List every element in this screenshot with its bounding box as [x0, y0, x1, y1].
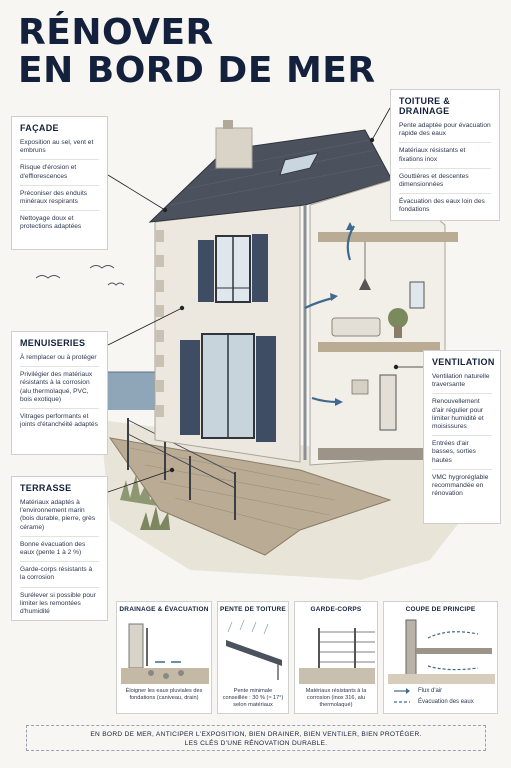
shutter — [252, 234, 268, 302]
menuiseries-item: Vitrages performants et joints d'étanchéité adaptés — [20, 408, 99, 433]
bird-icon — [108, 283, 124, 285]
facade-box — [11, 116, 108, 250]
footer-line-2: LES CLÉS D'UNE RÉNOVATION DURABLE. — [184, 740, 328, 747]
footer-line-1: EN BORD DE MER, ANTICIPER L'EXPOSITION, BIEN DRAINER, BIEN VENTILER, BIEN PROTÉGER. — [90, 731, 422, 738]
panel-pente-heading: PENTE DE TOITURE — [220, 606, 286, 613]
air-flow-legend-icon — [394, 688, 410, 694]
toiture-heading: TOITURE & DRAINAGE — [399, 96, 451, 116]
menuiseries-box — [11, 331, 108, 455]
ventilation-heading: VENTILATION — [432, 357, 495, 367]
menuiseries-item: Privilégier des matériaux résistants à la corrosion (alu thermolaqué, PVC, bois exotique) — [20, 366, 99, 408]
chimney — [216, 128, 252, 168]
menuiseries-heading: MENUISERIES — [20, 338, 86, 348]
shutter — [256, 336, 276, 442]
panel-garde-caption: Matériaux résistants à la corrosion (inox 316, alu thermolaqué) — [305, 688, 367, 708]
ceiling-slab — [318, 232, 458, 242]
water-legend-icon — [394, 699, 410, 705]
facade-heading: FAÇADE — [20, 123, 59, 133]
shutter — [180, 340, 200, 435]
legend-air: Flux d'air — [418, 688, 443, 694]
ventilation-item: VMC hygroréglable recommandée en rénovation — [432, 469, 492, 503]
drainage-diagram — [121, 618, 209, 684]
section-diagram — [388, 618, 495, 684]
terrasse-box — [11, 476, 108, 621]
panel-pente-caption: Pente minimale conseillée : 30 % (≈ 17°) selon matériaux — [222, 688, 284, 708]
panel-coupe-heading: COUPE DE PRINCIPE — [405, 606, 476, 613]
terrasse-item: Matériaux adaptés à l'environnement marin (bois durable, pierre, grès cérame) — [20, 499, 96, 531]
roof-slope-diagram — [222, 618, 286, 684]
panel-coupe — [383, 601, 498, 714]
terrasse-heading: TERRASSE — [20, 483, 72, 493]
panel-pente — [217, 601, 289, 714]
ventilation-box — [423, 350, 501, 524]
toiture-item: Matériaux résistants et fixations inox — [399, 142, 491, 167]
facade-item: Préconiser des enduits minéraux respirants — [20, 185, 99, 210]
facade-item: Risque d'érosion et d'efflorescences — [20, 159, 99, 184]
title-line-1: RÉNOVER — [18, 12, 214, 53]
toiture-box — [390, 89, 500, 221]
bird-icon — [36, 276, 60, 279]
railing-diagram — [299, 618, 375, 684]
sea — [100, 372, 160, 410]
facade-item: Exposition au sel, vent et embruns — [20, 139, 94, 155]
toiture-item: Pente adaptée pour évacuation rapide des eaux — [399, 122, 491, 138]
menuiseries-item: À remplacer ou à protéger — [20, 354, 97, 361]
legend-eau: Évacuation des eaux — [418, 699, 474, 705]
panel-drainage-caption: Éloigner les eaux pluviales des fondations (caniveau, drain) — [125, 688, 203, 701]
facade-item: Nettoyage doux et protections adaptées — [20, 210, 99, 235]
toiture-item: Gouttières et descentes dimensionnées — [399, 168, 491, 193]
toiture-item: Évacuation des eaux loin des fondations — [399, 193, 491, 218]
plant — [388, 308, 408, 328]
footer-banner — [26, 725, 486, 751]
terrasse-item: Garde-corps résistants à la corrosion — [20, 561, 99, 586]
ventilation-item: Entrées d'air basses, sorties hautes — [432, 435, 492, 469]
panel-garde-corps — [294, 601, 378, 714]
terrasse-item: Surélever si possible pour limiter les remontées d'humidité — [20, 587, 99, 621]
title-line-2: EN BORD DE MER — [18, 50, 376, 91]
panel-drainage — [116, 601, 212, 714]
sofa — [332, 318, 380, 336]
floor-slab — [318, 342, 440, 352]
shutter — [198, 240, 214, 302]
ventilation-item: Ventilation naturelle traversante — [432, 373, 490, 389]
panel-drainage-heading: DRAINAGE & ÉVACUATION — [119, 606, 209, 613]
panel-garde-heading: GARDE-CORPS — [310, 606, 362, 613]
terrasse-item: Bonne évacuation des eaux (pente 1 à 2 %) — [20, 536, 99, 561]
bird-icon — [90, 266, 114, 269]
ventilation-item: Renouvellement d'air régulier pour limiter humidité et moisissures — [432, 393, 492, 435]
